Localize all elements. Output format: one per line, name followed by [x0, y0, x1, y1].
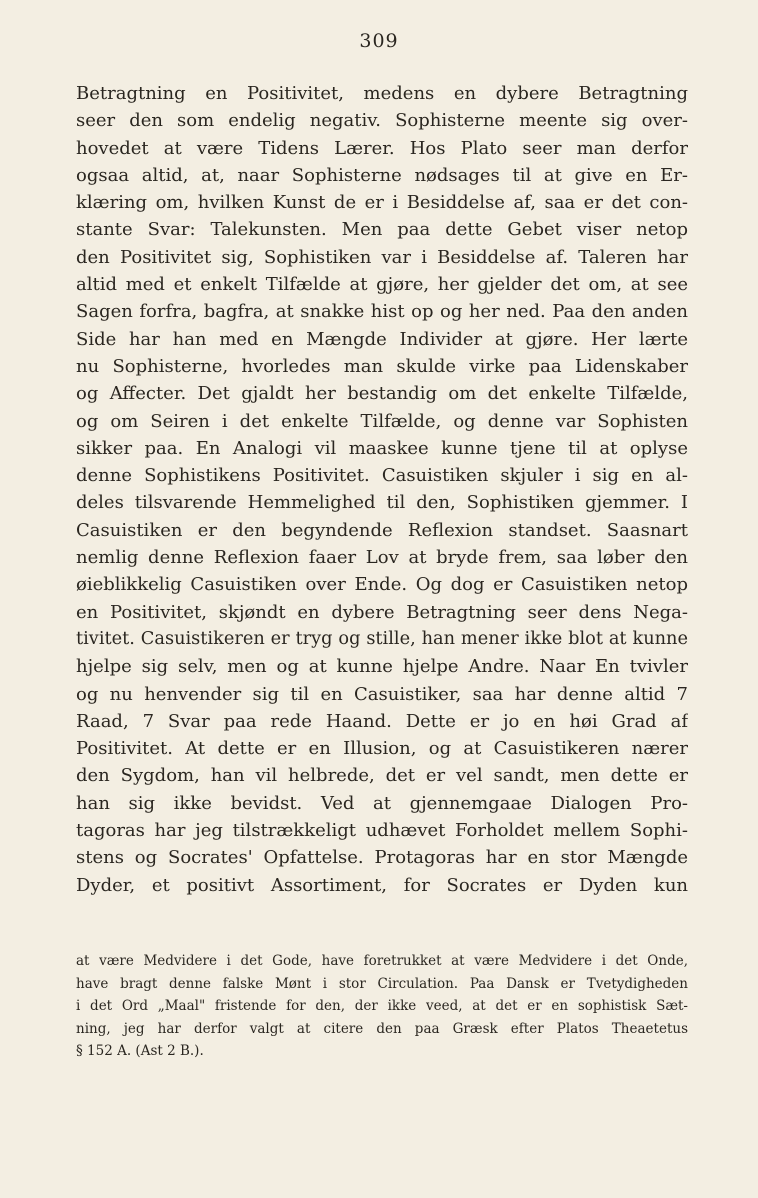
text-line: nu Sophisterne, hvorledes man skulde virke paa Lidenskaber	[76, 355, 688, 377]
text-line: Raad, 7 Svar paa rede Haand. Dette er jo en høi Grad af	[76, 710, 688, 732]
page-number: 309	[359, 30, 399, 52]
text-line: seer den som endelig negativ. Sophisterne meente sig over-	[76, 110, 688, 132]
text-line: denne Sophistikens Positivitet. Casuistiken skjuler i sig en al-	[76, 465, 688, 487]
text-line: hjelpe sig selv, men og at kunne hjelpe Andre. Naar En tvivler	[76, 656, 688, 678]
text-line: Betragtning en Positivitet, medens en dybere Betragtning	[76, 83, 688, 104]
text-line: klæring om, hvilken Kunst de er i Besiddelse af, saa er det con-	[76, 192, 688, 214]
text-line: stante Svar: Talekunsten. Men paa dette Gebet viser netop	[76, 219, 688, 241]
text-line: hovedet at være Tidens Lærer. Hos Plato seer man derfor	[76, 137, 688, 159]
text-line: deles tilsvarende Hemmelighed til den, Sophistiken gjemmer. I	[76, 492, 688, 514]
text-line: tagoras har jeg tilstrækkeligt udhævet Forholdet mellem Sophi-	[76, 820, 688, 842]
text-line: og om Seiren i det enkelte Tilfælde, og denne var Sophisten	[76, 410, 688, 432]
footnote	[76, 950, 688, 1063]
text-line: tivitet. Casuistikeren er tryg og stille, han mener ikke blot at kunne	[76, 628, 688, 649]
text-line: den Positivitet sig, Sophistiken var i Besiddelse af. Taleren har	[76, 246, 688, 268]
text-line: øieblikkelig Casuistiken over Ende. Og dog er Casuistiken netop	[76, 574, 688, 596]
footnote-separator	[76, 935, 688, 936]
text-line: ogsaa altid, at, naar Sophisterne nødsages til at give en Er-	[76, 164, 688, 186]
text-line: den Sygdom, han vil helbrede, det er vel sandt, men dette er	[76, 765, 688, 787]
text-line: Dyder, et positivt Assortiment, for Socrates er Dyden kun	[76, 874, 688, 896]
text-line: Side har han med en Mængde Individer at gjøre. Her lærte	[76, 328, 688, 350]
text-line: nemlig denne Reflexion faaer Lov at bryde frem, saa løber den	[76, 547, 688, 569]
text-line: Sagen forfra, bagfra, at snakke hist op og her ned. Paa den anden	[76, 301, 688, 323]
text-line: Casuistiken er den begyndende Reflexion standset. Saasnart	[76, 519, 688, 541]
text-line: altid med et enkelt Tilfælde at gjøre, her gjelder det om, at see	[76, 274, 688, 296]
footnote-line: § 152 A. (Ast 2 B.).	[76, 1043, 204, 1059]
text-line: Positivitet. At dette er en Illusion, og at Casuistikeren nærer	[76, 738, 688, 760]
text-line: sikker paa. En Analogi vil maaskee kunne tjene til at oplyse	[76, 437, 688, 459]
text-line: og nu henvender sig til en Casuistiker, saa har denne altid 7	[76, 683, 688, 705]
footnote-line: ning, jeg har derfor valgt at citere den paa Græsk efter Platos Theaetetus	[76, 1020, 688, 1037]
text-line: stens og Socrates' Opfattelse. Protagoras har en stor Mængde	[76, 847, 688, 869]
text-line: han sig ikke bevidst. Ved at gjennemgaae Dialogen Pro-	[76, 792, 688, 814]
footnote-line: have bragt denne falske Mønt i stor Circulation. Paa Dansk er Tvetydigheden	[76, 975, 688, 992]
footnote-line: at være Medvidere i det Gode, have foretrukket at være Medvidere i det Onde,	[76, 953, 688, 969]
text-line: og Affecter. Det gjaldt her bestandig om det enkelte Tilfælde,	[76, 383, 688, 405]
text-line: en Positivitet, skjøndt en dybere Betragtning seer dens Nega-	[76, 601, 688, 623]
main-text	[76, 80, 688, 899]
footnote-line: i det Ord „Maal" fristende for den, der ikke veed, at det er en sophistisk Sæt-	[76, 998, 688, 1014]
